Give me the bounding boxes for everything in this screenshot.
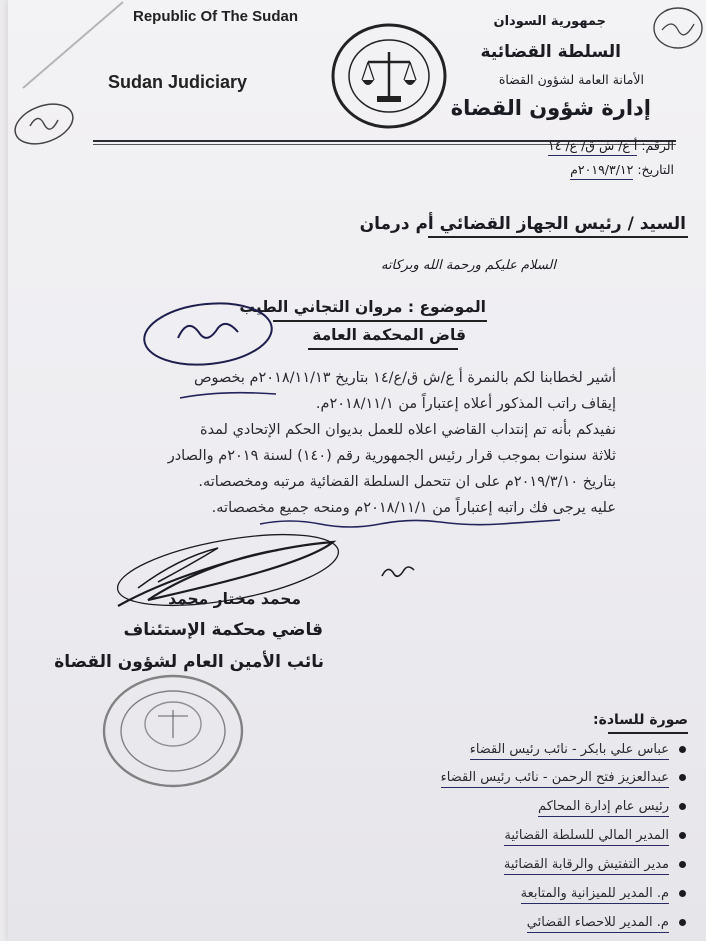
bullet-icon: [679, 919, 686, 926]
bullet-icon: [679, 890, 686, 897]
top-pen-mark: [13, 0, 133, 90]
signatory-title-1: قاضي محكمة الإستئناف: [123, 620, 323, 640]
bullet-icon: [679, 861, 686, 868]
subject-underline: [273, 320, 487, 322]
recipient: السيد / رئيس الجهاز القضائي أم درمان: [359, 214, 686, 234]
ref-number-label: الرقم:: [641, 138, 674, 153]
judiciary-ar: السلطة القضائية: [480, 42, 621, 62]
subject-name: مروان التجاني الطيب: [239, 298, 403, 316]
body-line-5: بتاريخ ٢٠١٩/٣/١٠م على ان تتحمل السلطة القضائية مرتبه ومخصصاته.: [198, 474, 616, 490]
letter-page: [8, 0, 706, 941]
corner-scribble: [648, 0, 706, 60]
cc-item: عبدالعزيز فتح الرحمن - نائب رئيس القضاء: [441, 770, 686, 785]
handwritten-note-circle: [138, 298, 278, 370]
cc-item: م. المدير للميزانية والمتابعة: [521, 886, 686, 901]
cc-item: رئيس عام إدارة المحاكم: [538, 799, 686, 814]
secretariat-ar: الأمانة العامة لشؤون القضاة: [498, 72, 644, 87]
signatory-name: محمد مختار محمد: [168, 590, 301, 608]
body-line-3: نفيدكم بأنه تم إنتداب القاضي اعلاه للعمل بديوان الحكم الإتحادي لمدة: [199, 422, 616, 438]
subject-label: الموضوع :: [407, 298, 486, 316]
republic-en: Republic Of The Sudan: [133, 8, 299, 25]
ref-date: [570, 162, 674, 177]
judiciary-en: Sudan Judiciary: [108, 72, 248, 92]
republic-ar: جمهورية السودان: [493, 14, 606, 29]
ref-number-value: أ ع/ ش ق/ ع/ ١٤: [548, 138, 637, 156]
subject-title-underline: [308, 348, 458, 350]
department-ar: إدارة شؤون القضاة: [450, 96, 651, 120]
cc-heading: صورة للسادة:: [592, 712, 688, 728]
body-line-2: إيقاف راتب المذكور أعلاه إعتباراً من ٢٠١٨/١١/١م.: [315, 396, 616, 412]
ref-date-label: التاريخ:: [637, 162, 674, 177]
ref-date-value: ٢٠١٩/٣/١٢م: [570, 162, 633, 180]
cc-heading-underline: [608, 732, 688, 734]
body-line-6: عليه يرجى فك راتبه إعتباراً من ٢٠١٨/١١/١م ومنحه جميع مخصصاته.: [211, 500, 616, 516]
recipient-underline: [428, 236, 688, 238]
cc-item: عباس علي بابكر - نائب رئيس القضاء: [470, 742, 686, 757]
pen-underline-1: [178, 388, 278, 402]
cc-item: المدير المالي للسلطة القضائية: [504, 828, 686, 843]
body-line-1: أشير لخطابنا لكم بالنمرة أ ع/ش ق/ع/١٤ بتاريخ ٢٠١٨/١١/١٣م بخصوص: [193, 370, 616, 386]
cc-item: مدير التفتيش والرقابة القضائية: [504, 857, 686, 872]
official-stamp: [100, 672, 246, 790]
initial-mark: [378, 558, 418, 584]
bullet-icon: [679, 746, 686, 753]
greeting: السلام عليكم ورحمة الله وبركاته: [380, 258, 556, 273]
body-line-4: ثلاثة سنوات بموجب قرار رئيس الجمهورية رقم (١٤٠) لسنة ٢٠١٩م والصادر: [167, 448, 616, 464]
ref-number: [548, 138, 674, 153]
cc-item: م. المدير للاحصاء القضائي: [527, 915, 686, 930]
bullet-icon: [679, 803, 686, 810]
bullet-icon: [679, 774, 686, 781]
margin-scribble: [8, 80, 88, 160]
bullet-icon: [679, 832, 686, 839]
signatory-title-2: نائب الأمين العام لشؤون القضاة: [54, 652, 324, 672]
judiciary-seal: [330, 22, 448, 130]
subject-title: قاض المحكمة العامة: [312, 326, 466, 344]
